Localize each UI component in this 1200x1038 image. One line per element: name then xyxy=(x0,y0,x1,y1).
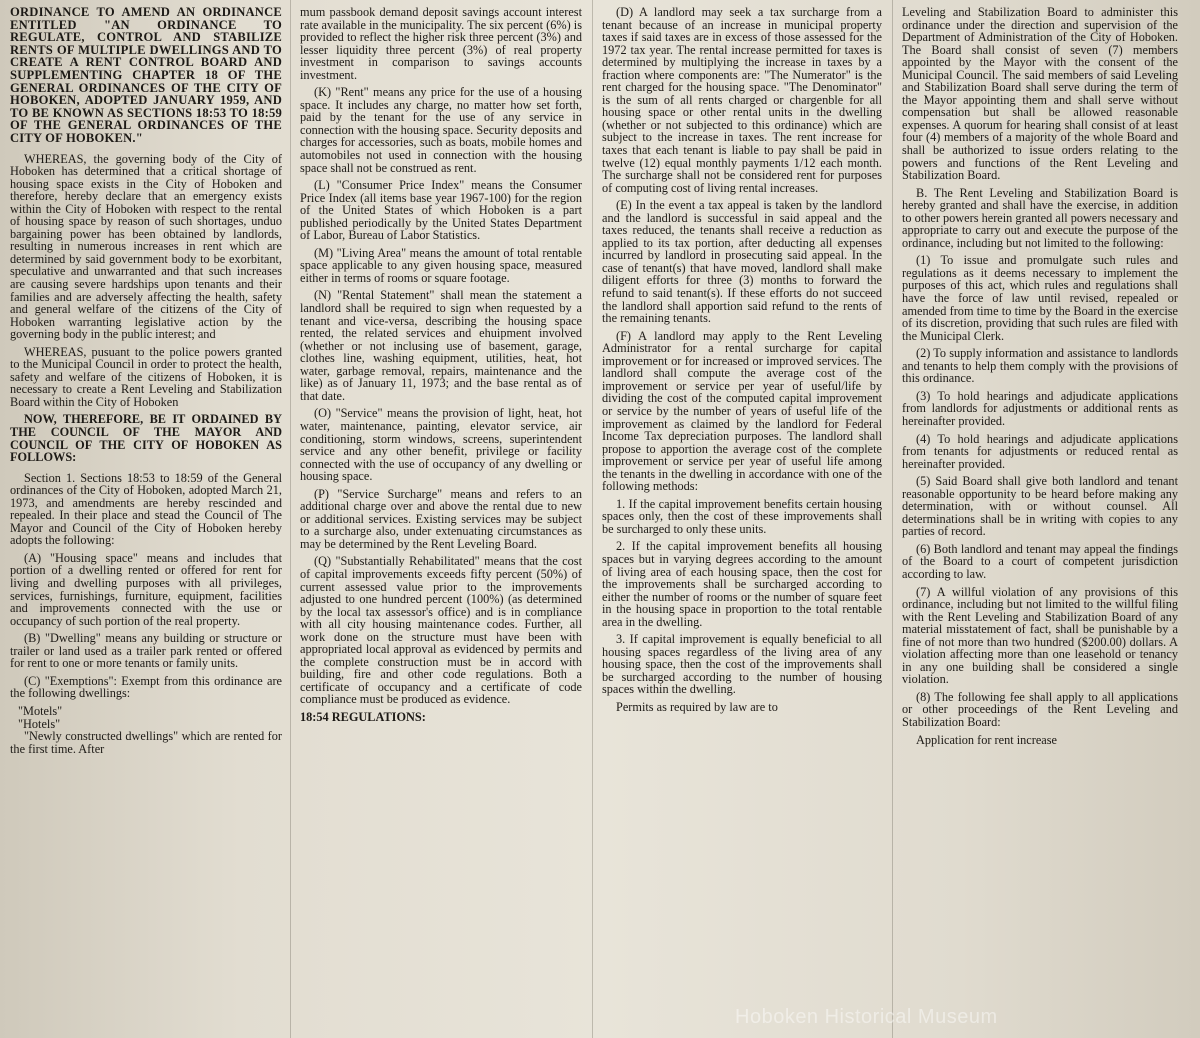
now-therefore-clause: NOW, THEREFORE, BE IT ORDAINED BY THE COUNCIL OF THE MAYOR AND COUNCIL OF THE CITY OF HOBOKEN AS FOLLOWS: xyxy=(10,412,282,465)
definition-a: (A) "Housing space" means and includes that portion of a dwelling rented or offered for rent for living and dwelling purposes with all privileges, services, furnishings, furniture, equipment, facilities and improvements connected with the use or occupancy of such portion of the real property. xyxy=(10,550,282,628)
exemption-motels: "Motels" xyxy=(18,703,63,718)
savings-rate-paragraph: mum passbook demand deposit savings account interest rate available in the municipality. The six percent (6%) is provided to reflect the higher risk three percent (3%) and lesser liquidity three percent (3%) of real property investment in comparison to savings accounts investment. xyxy=(300,5,582,82)
fee-line: Application for rent increase xyxy=(916,732,1058,747)
definition-m: (M) "Living Area" means the amount of total rentable space applicable to any given housing space, measured either in terms of rooms or square footage. xyxy=(300,245,582,285)
power-8: (8) The following fee shall apply to all applications or other proceedings of the Rent Leveling and Stabilization Board: xyxy=(902,689,1178,729)
definition-b: (B) "Dwelling" means any building or structure or trailer or land used as a trailer park rented or offered for rent to one or more tenants or family units. xyxy=(10,631,282,671)
method-3: 3. If capital improvement is equally beneficial to all housing spaces regardless of the living area of any housing space, then the cost of the improvements shall be surcharged according to the number of housing spaces within the dwelling. xyxy=(602,632,882,697)
regulation-d: (D) A landlord may seek a tax surcharge from a tenant because of an increase in municipal property taxes if said taxes are in excess of those assessed for the 1972 tax year. The rental increase permitted for taxes is determined by multiplying the increase in taxes by a fraction where components are: "The Numerator" is the rent charged for the housing space. "The Denominator" is the sum of all rents charged or chargenble for all housing space or other rental units in the dwelling (whether or not subjected to this ordinance) which are subject to the increase in taxes. The rent increase for taxes that each tenant is liable to pay shall be paid in twelve (12) equal monthly payments 1/12 each month. The surcharge shall not be considered rent for purposes of computing cost of living rental increases. xyxy=(602,5,882,195)
method-1: 1. If the capital improvement benefits certain housing spaces only, then the cost of these improvements shall be surcharged to only these units. xyxy=(602,496,882,536)
column-4 xyxy=(898,0,1182,1038)
board-powers: B. The Rent Leveling and Stabilization Board is hereby granted and shall have the exercise, in addition to other powers herein granted all powers necessary and appropriate to carry out and execute the purpose of the ordinance, including but not limited to the following: xyxy=(902,185,1178,250)
power-2: (2) To supply information and assistance to landlords and tenants to help them comply with the provisions of this ordinance. xyxy=(902,346,1178,386)
ordinance-title: ORDINANCE TO AMEND AN ORDINANCE ENTITLED "AN ORDINANCE TO REGULATE, CONTROL AND STABILIZE RENTS OF MULTIPLE DWELLINGS AND TO CREATE A RENT CONTROL BOARD AND SUPPLEMENTING CHAPTER 18 OF THE GENERAL ORDINANCES OF THE CITY OF HOBOKEN, ADOPTED JANUARY 1959, AND TO BE KNOWN AS SECTIONS 18:53 TO 18:59 OF THE GENERAL ORDINANCES OF THE CITY OF HOBOKEN." xyxy=(10,5,282,145)
whereas-clause-2: WHEREAS, pusuant to the police powers granted to the Municipal Council in order to protect the health, safety and welfare of the citizens of Hoboken, it is necessary to create a Rent Leveling and Stabilization Board within the City of Hoboken xyxy=(10,344,282,409)
exemption-new-dwellings: "Newly constructed dwellings" which are rented for the first time. After xyxy=(10,729,282,756)
definition-k: (K) "Rent" means any price for the use of a housing space. It includes any charge, no matter how set forth, paid by the tenant for the use of any service in connection with the housing space. Security deposits and charges for accessories, such as boats, mobile homes and automobiles not used in connection with the housing space shall not be construed as rent. xyxy=(300,85,582,175)
definition-o: (O) "Service" means the provision of light, heat, hot water, maintenance, painting, elevator service, air conditioning, storm windows, screens, superintendent service and any other benefit, privilege or facility connected with the use of occupancy of any dwelling or housing space. xyxy=(300,406,582,484)
definition-p: (P) "Service Surcharge" means and refers to an additional charge over and above the rental due to new or additional services. Existing services may be subject to a surcharge also, under extenuating circumstances as may be determined by the Rent Leveling Board. xyxy=(300,486,582,551)
column-divider xyxy=(290,0,291,1038)
power-4: (4) To hold hearings and adjudicate applications from tenants for adjustments or reduced rental as hereinafter provided. xyxy=(902,431,1178,471)
permits-paragraph: Permits as required by law are to xyxy=(616,699,778,714)
method-2: 2. If the capital improvement benefits all housing spaces but in varying degrees according to the amount of living area of each housing space, then the cost for the improvements shall be surcharged according to either the number of rooms or the number of square feet in the housing space in proportion to the total rentable area in the dwelling. xyxy=(602,539,882,629)
board-paragraph: Leveling and Stabilization Board to administer this ordinance under the direction and supervision of the Department of Administration of the City of Hoboken. The Board shall consist of seven (7) members appointed by the Mayor with the consent of the Municipal Council. The said members of said Leveling and Stabilization Board shall serve during the term of the Mayor appointing them and shall serve without compensation but shall be allowed reasonable expenses. A quorum for hearing shall consist of at least four (4) members of a majority of the whole Board and shall be authorized to issue orders relating to the powers and functions of the Rent Leveling and Stabilization Board. xyxy=(902,5,1178,183)
column-2 xyxy=(296,0,586,1038)
power-5: (5) Said Board shall give both landlord and tenant reasonable opportunity to be heard before making any determination, with or without counsel. All determinations shall be in writing with copies to any parties of record. xyxy=(902,474,1178,539)
power-1: (1) To issue and promulgate such rules and regulations as it deems necessary to implement the purposes of this act, which rules and regulations shall have the force of law until revised, repealed or amended from time to time by the Board in the exercise of its discretion, providing that such rules are filed with the Municipal Clerk. xyxy=(902,253,1178,343)
whereas-clause-1: WHEREAS, the governing body of the City of Hoboken has determined that a critical shortage of housing space exists in the City of Hoboken and therefore, hereby declare that an emergency exists within the City of Hoboken with respect to the rental of housing space by reason of such shortages, unduo bargaining power has been obtained by landlords, resulting in numerous increases in rent which are determined by said government body to be exorbitant, speculative and unwarranted and that such increases are causing severe hardships upon tenants and their families and are adversely affecting the health, safety and general welfare of the citizens of the City of Hoboken warranting legislative action by the governing body in the public interest; and xyxy=(10,151,282,342)
regulations-heading: 18:54 REGULATIONS: xyxy=(300,709,426,724)
definition-n: (N) "Rental Statement" shall mean the statement a landlord shall be required to sign when requested by a tenant and vice-versa, describing the housing space rented, the related services and ehuipment involved (whether or not inclusing use of basement, garage, clothes line, washing equipment, utilities, heat, hot water, garbage removal, repairs, maintenance and the like) as of January 11, 1973; and the base rental as of that date. xyxy=(300,288,582,403)
definition-l: (L) "Consumer Price Index" means the Consumer Price Index (all items base year 1967-100) for the region of the United States of which Hoboken is a part published periodically by the United States Department of Labor, Bureau of Labor Statistics. xyxy=(300,178,582,243)
column-1 xyxy=(6,0,286,1038)
exemption-hotels: "Hotels" xyxy=(18,716,61,731)
power-3: (3) To hold hearings and adjudicate applications from landlords for adjustments or additional rents as hereinafter provided. xyxy=(902,388,1178,428)
power-7: (7) A willful violation of any provisions of this ordinance, including but not limited to the willful filing with the Rent Leveling and Stabilization Board of any material misstatement of fact, shall be punishable by a fine of not more than two hundred ($200.00) dollars. A violation affecting more than one leasehold or tenancy in any one building shall be considered a single violation. xyxy=(902,584,1178,687)
definition-c: (C) "Exemptions": Exempt from this ordinance are the following dwellings: xyxy=(10,673,282,701)
column-3 xyxy=(598,0,886,1038)
column-divider xyxy=(592,0,593,1038)
museum-watermark: Hoboken Historical Museum xyxy=(735,1006,998,1028)
regulation-e: (E) In the event a tax appeal is taken by the landlord and the landlord is successful in said appeal and the taxes reduced, the tenants shall receive a reduction as applied to its tax portion, after deducting all expenses incurred by landlord in prosecuting said appeal. In the case of tenant(s) that have moved, landlord shall make diligent efforts for three (3) months to forward the refund to said tenant(s). If these efforts do not succeed the landlord shall apportion said refund to the rents of the remaining tenants. xyxy=(602,198,882,326)
regulation-f: (F) A landlord may apply to the Rent Leveling Administrator for a rental surcharge for capital improvement or for increased or improved services. The landlord shall compute the average cost of the improvement or service per year of useful/life by dividing the cost of the computed capital improvement or service by the number of years of useful life of the improvement as claimed by the landlord for Federal Income Tax depreciation purposes. The landlord shall propose to apportion the average cost of the complete improvement or service per year of useful life among the tenants in the dwelling in accordance with one of the following methods: xyxy=(602,328,882,494)
column-divider xyxy=(892,0,893,1038)
section-1: Section 1. Sections 18:53 to 18:59 of the General ordinances of the City of Hoboken, adopted March 21, 1973, and amendments are hereby rescinded and repealed. In their place and stead the Council of The Mayor and Council of the City of Hoboken hereby adopts the following: xyxy=(10,470,282,548)
power-6: (6) Both landlord and tenant may appeal the findings of the Board to a court of competent jurisdiction according to law. xyxy=(902,541,1178,581)
definition-q: (Q) "Substantially Rehabilitated" means that the cost of capital improvements exceeds fifty percent (50%) of current assessed value prior to the improvements adjusted to one hundred percent (100%) (as determined by the local tax assessor's office) and is in compliance with all city housing maintenance codes. Further, all work done on the structure must have been with appropriated local approval as evidenced by permits and the complete construction must be in accord with building, fire and other code regulations. Both a certificate of occupancy and a certificate of code compliance must be produced as evidence. xyxy=(300,554,582,707)
